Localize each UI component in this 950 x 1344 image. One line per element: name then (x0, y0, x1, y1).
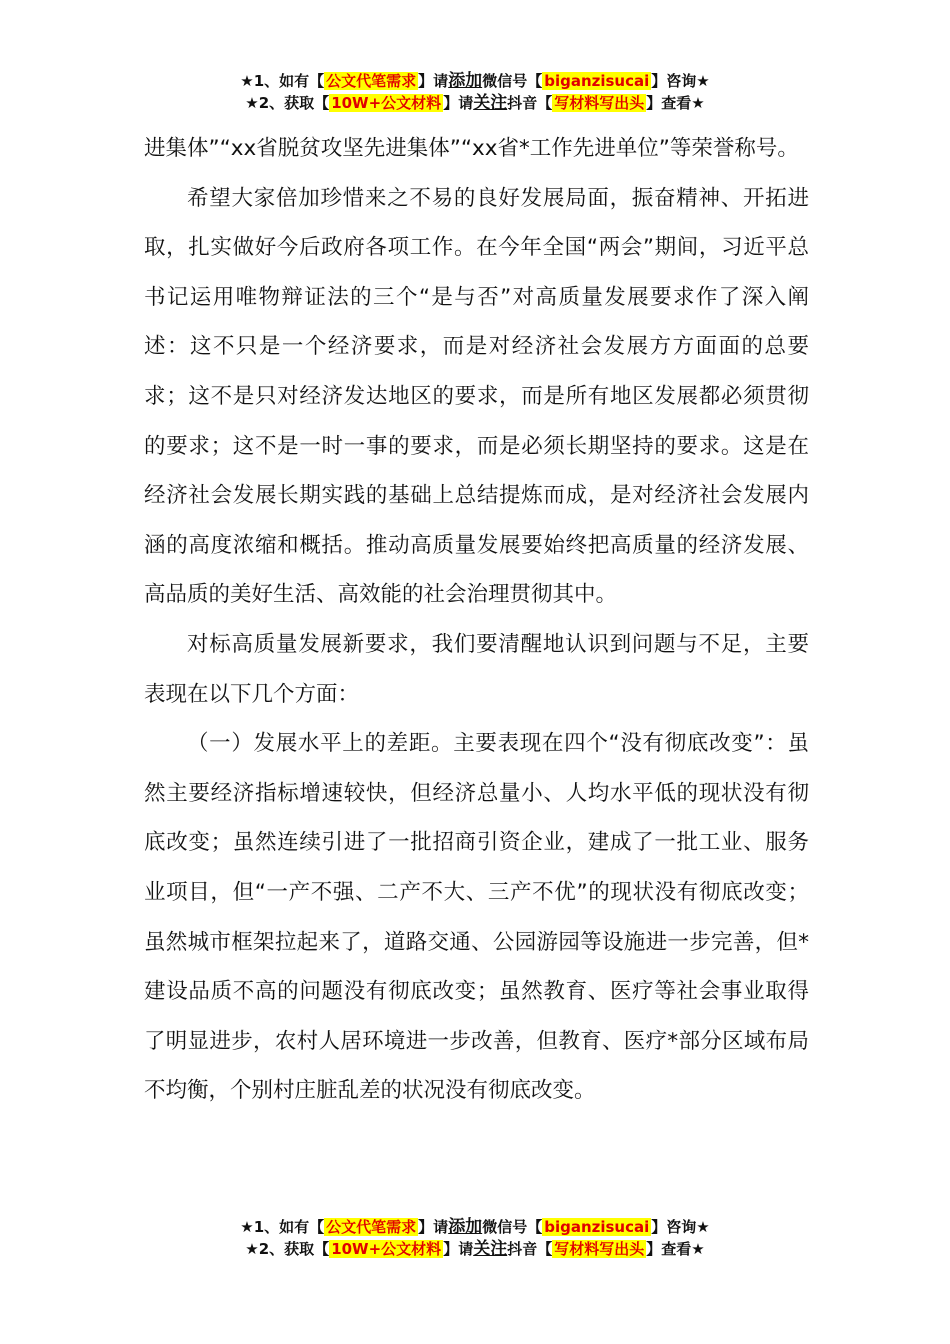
paragraph: （一）发展水平上的差距。主要表现在四个“没有彻底改变”：虽然主要经济指标增速较快，但经济总量小、人均水平低的现状没有彻底改变；虽然连续引进了一批招商引资企业，建成了一批工业、服务业项目，但“一产不强、二产不大、三产不优”的现状没有彻底改变；虽然城市框架拉起来了，道路交通、公园游园等设施进一步完善，但*建设品质不高的问题没有彻底改变；虽然教育、医疗等社会事业取得了明显进步，农村人居环境进一步改善，但教育、医疗*部分区域布局不均衡，个别村庄脏乱差的状况没有彻底改变。 (144, 731, 809, 1104)
banner-emphasis: 添加 (448, 1217, 483, 1237)
footer-banner (0, 1216, 950, 1260)
highlight-materials: 10W+公文材料 (331, 1240, 442, 1258)
banner-emphasis: 关注 (473, 93, 508, 113)
banner-line-1 (0, 70, 950, 92)
document-body (144, 124, 809, 1116)
header-banner (0, 70, 950, 114)
highlight-service: 公文代笔需求 (326, 72, 417, 90)
banner-emphasis: 添加 (448, 71, 483, 91)
banner-text: 抖音【 (507, 1240, 553, 1258)
star-icon: ★ (691, 1240, 705, 1258)
banner-text: 】请 (418, 1218, 449, 1236)
banner-text: 】咨询 (651, 72, 697, 90)
highlight-materials: 10W+公文材料 (331, 94, 442, 112)
star-icon: ★ (245, 1240, 259, 1258)
banner-text: 2、获取【 (258, 1240, 330, 1258)
banner-text: 1、如有【 (253, 1218, 325, 1236)
banner-text: 微信号【 (482, 72, 543, 90)
star-icon: ★ (240, 1218, 254, 1236)
banner-text: 抖音【 (507, 94, 553, 112)
banner-emphasis: 关注 (473, 1239, 508, 1259)
banner-line-1 (0, 1216, 950, 1238)
star-icon: ★ (696, 1218, 710, 1236)
banner-text: 】查看 (646, 1240, 692, 1258)
banner-line-2 (0, 1238, 950, 1260)
banner-text: 微信号【 (482, 1218, 543, 1236)
highlight-wechat-id: biganzisucai (544, 1218, 650, 1236)
banner-text: 2、获取【 (258, 94, 330, 112)
banner-text: 1、如有【 (253, 72, 325, 90)
paragraph: 希望大家倍加珍惜来之不易的良好发展局面，振奋精神、开拓进取，扎实做好今后政府各项工作。在今年全国“两会”期间，习近平总书记运用唯物辩证法的三个“是与否”对高质量发展要求作了深入阐述：这不只是一个经济要求，而是对经济社会发展方方面面的总要求；这不是只对经济发达地区的要求，而是所有地区发展都必须贯彻的要求；这不是一时一事的要求，而是必须长期坚持的要求。这是在经济社会发展长期实践的基础上总结提炼而成，是对经济社会发展内涵的高度浓缩和概括。推动高质量发展要始终把高质量的经济发展、高品质的美好生活、高效能的社会治理贯彻其中。 (144, 185, 809, 608)
highlight-wechat-id: biganzisucai (544, 72, 650, 90)
highlight-douyin: 写材料写出头 (554, 94, 645, 112)
highlight-douyin: 写材料写出头 (554, 1240, 645, 1258)
banner-text: 】咨询 (651, 1218, 697, 1236)
banner-text: 】请 (418, 72, 449, 90)
paragraph-continuation: 进集体”“xx省脱贫攻坚先进集体”“xx省*工作先进单位”等荣誉称号。 (144, 136, 799, 161)
banner-line-2 (0, 92, 950, 114)
star-icon: ★ (696, 72, 710, 90)
paragraph: 对标高质量发展新要求，我们要清醒地认识到问题与不足，主要表现在以下几个方面： (144, 631, 809, 707)
banner-text: 】请 (443, 94, 474, 112)
star-icon: ★ (245, 94, 259, 112)
banner-text: 】查看 (646, 94, 692, 112)
star-icon: ★ (240, 72, 254, 90)
star-icon: ★ (691, 94, 705, 112)
highlight-service: 公文代笔需求 (326, 1218, 417, 1236)
banner-text: 】请 (443, 1240, 474, 1258)
